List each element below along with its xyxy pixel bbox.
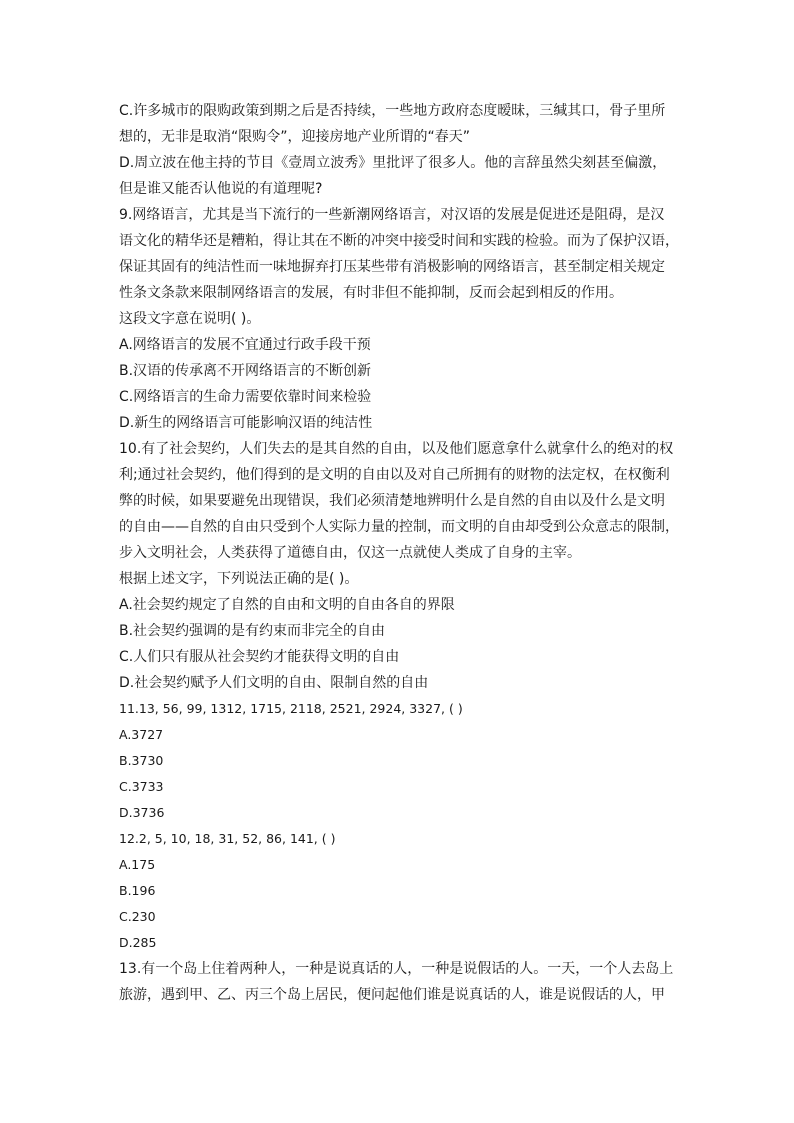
text-line: 弊的时候，如果要避免出现错误，我们必须清楚地辨明什么是自然的自由以及什么是文明 [119, 493, 665, 509]
option-b: B.196 [119, 883, 156, 898]
text-line: 10.有了社会契约，人们失去的是其自然的自由，以及他们愿意拿什么就拿什么的绝对的权 [119, 441, 674, 457]
option-a: A.社会契约规定了自然的自由和文明的自由各自的界限 [119, 597, 455, 613]
document-page [119, 98, 679, 1008]
question-prompt: 这段文字意在说明( )。 [119, 311, 261, 327]
text-line: 的自由——自然的自由只受到个人实际力量的控制，而文明的自由却受到公众意志的限制， [119, 519, 679, 535]
text-line: 利;通过社会契约，他们得到的是文明的自由以及对自己所拥有的财物的法定权，在权衡利 [119, 467, 670, 483]
option-b: B.3730 [119, 753, 164, 768]
option-c: C.人们只有服从社会契约才能获得文明的自由 [119, 649, 400, 665]
number-series-question: 11.13, 56, 99, 1312, 1715, 2118, 2521, 2924, 3327, ( ) [119, 701, 463, 716]
option-c: C.3733 [119, 779, 164, 794]
text-line: 语文化的精华还是糟粕，得让其在不断的冲突中接受时间和实践的检验。而为了保护汉语， [119, 233, 679, 249]
option-b: B.社会契约强调的是有约束而非完全的自由 [119, 623, 386, 639]
text-line: 保证其固有的纯洁性而一味地摒弃打压某些带有消极影响的网络语言，甚至制定相关规定 [119, 259, 665, 275]
text-line: D.周立波在他主持的节目《壹周立波秀》里批评了很多人。他的言辞虽然尖刻甚至偏激， [119, 155, 667, 171]
option-b: B.汉语的传承离不开网络语言的不断创新 [119, 363, 372, 379]
text-line: 旅游，遇到甲、乙、丙三个岛上居民，便问起他们谁是说真话的人，谁是说假话的人，甲 [119, 987, 665, 1003]
option-d: D.新生的网络语言可能影响汉语的纯洁性 [119, 415, 373, 431]
option-c: C.230 [119, 909, 156, 924]
text-line: 性条文条款来限制网络语言的发展，有时非但不能抑制，反而会起到相反的作用。 [119, 285, 623, 301]
text-line: 步入文明社会，人类获得了道德自由，仅这一点就使人类成了自身的主宰。 [119, 545, 581, 561]
text-line: 13.有一个岛上住着两种人，一种是说真话的人，一种是说假话的人。一天，一个人去岛上 [119, 961, 674, 977]
option-a: A.网络语言的发展不宜通过行政手段干预 [119, 337, 371, 353]
number-series-question: 12.2, 5, 10, 18, 31, 52, 86, 141, ( ) [119, 831, 336, 846]
text-line: C.许多城市的限购政策到期之后是否持续，一些地方政府态度暧昧，三缄其口，骨子里所 [119, 103, 666, 119]
text-line: 想的，无非是取消“限购令”，迎接房地产业所谓的“春天” [119, 129, 471, 145]
text-line: 9.网络语言，尤其是当下流行的一些新潮网络语言，对汉语的发展是促进还是阻碍，是汉 [119, 207, 665, 223]
question-prompt: 根据上述文字，下列说法正确的是( )。 [119, 571, 359, 587]
option-a: A.175 [119, 857, 156, 872]
option-c: C.网络语言的生命力需要依靠时间来检验 [119, 389, 372, 405]
option-d: D.社会契约赋予人们文明的自由、限制自然的自由 [119, 675, 429, 691]
option-d: D.285 [119, 935, 157, 950]
option-d: D.3736 [119, 805, 165, 820]
option-a: A.3727 [119, 727, 164, 742]
text-line: 但是谁又能否认他说的有道理呢? [119, 181, 323, 197]
